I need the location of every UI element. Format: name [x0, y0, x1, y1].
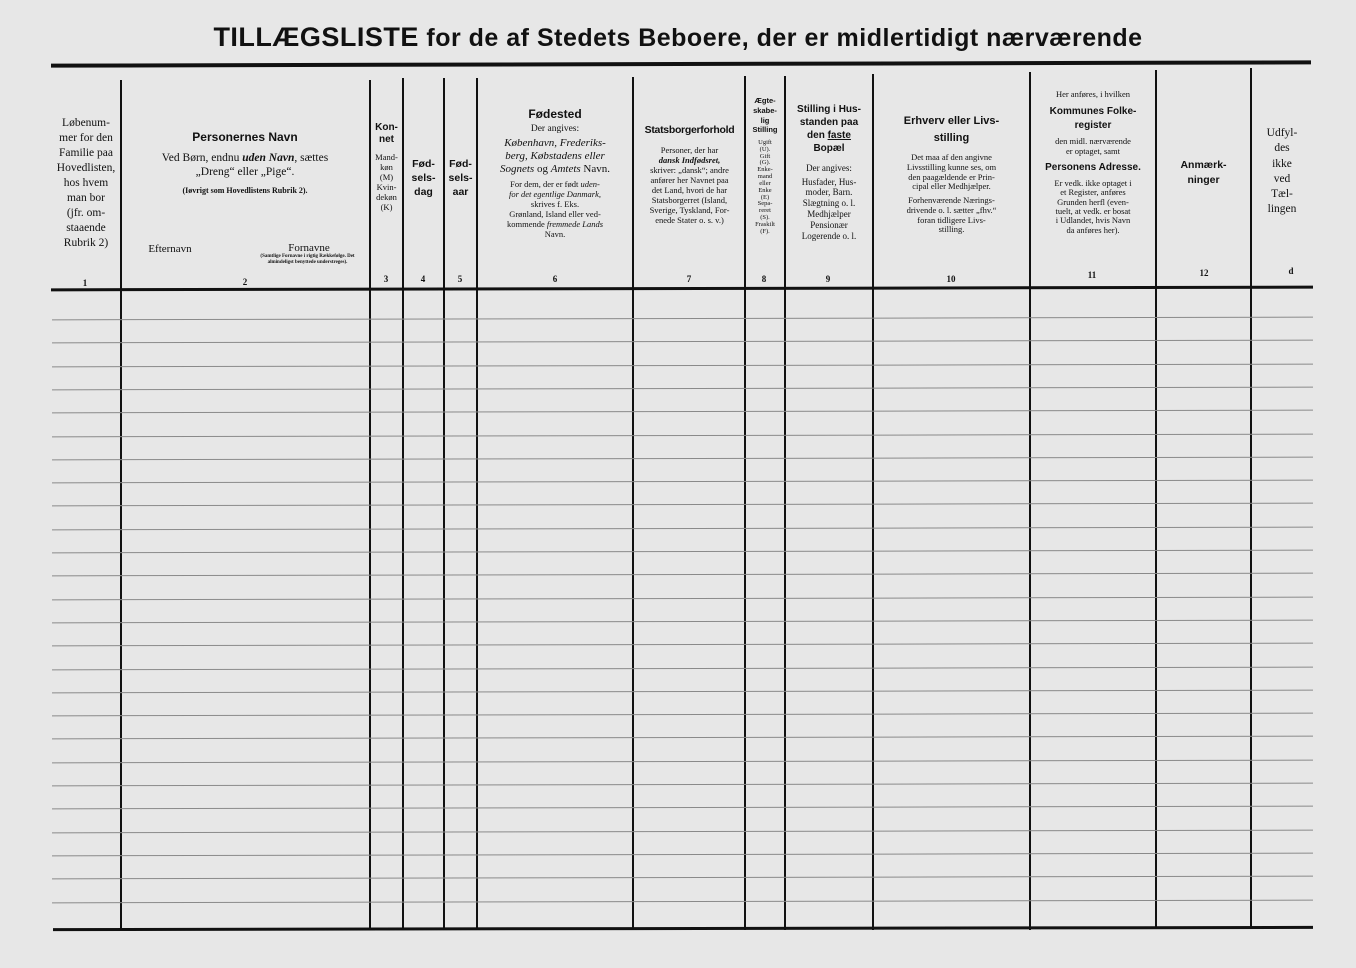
col5-heading: Fød- sels- aar — [448, 158, 473, 199]
col3-heading: Kon- net — [375, 122, 398, 145]
entry-row-line — [52, 457, 1313, 461]
col10-text-2: Forhenværende Nærings- drivende o. l. sætter „fhv.“ foran tidligere Livs- stilling. — [906, 195, 997, 235]
col7-heading: Statsborgerforhold — [644, 124, 735, 136]
entry-row-line — [52, 550, 1313, 554]
col2-fornavne: Fornavne — [288, 242, 330, 254]
entry-row-line — [52, 783, 1313, 787]
col11-heading-2: Personens Adresse. — [1045, 162, 1141, 174]
entry-row-line — [52, 876, 1313, 880]
entry-row-line — [52, 597, 1313, 601]
col12-header — [1157, 158, 1250, 187]
entry-row-line — [52, 434, 1313, 438]
col8-number: 8 — [761, 274, 767, 284]
entry-row-line — [52, 364, 1313, 368]
entry-row-line — [52, 317, 1313, 321]
entry-row-line — [52, 620, 1313, 624]
entry-row-line — [52, 387, 1313, 391]
col10-number: 10 — [946, 274, 956, 284]
col2-efternavn: Efternavn — [148, 243, 192, 255]
col2-fornavne-note: (Samtlige Fornavne i rigtig Rækkefølge. Det almindeligst benyttede understreges). — [260, 254, 355, 265]
entry-row-line — [52, 806, 1313, 810]
col2-line1: Ved Børn, endnu uden Navn, sættes — [161, 152, 329, 165]
bottom-rule — [53, 926, 1313, 931]
entry-row-line — [52, 713, 1313, 717]
entry-row-line — [52, 667, 1313, 671]
col6-number: 6 — [552, 274, 558, 284]
col11-heading: Kommunes Folke- register — [1049, 106, 1137, 131]
col7-number: 7 — [686, 274, 692, 284]
col3-text: Mand- køn (M) Kvin- dekøn (K) — [375, 151, 398, 212]
col2-number: 2 — [242, 277, 248, 287]
entry-row-line — [52, 527, 1313, 531]
top-rule — [51, 60, 1311, 67]
col6-place-text: København, Frederiks- berg, Købstadens eller Sognets og Amtets Navn. — [499, 137, 610, 176]
col12-number: 12 — [1199, 268, 1209, 278]
entry-row-line — [52, 573, 1313, 577]
col2-note: (Iøvrigt som Hovedlistens Rubrik 2). — [182, 186, 308, 196]
column-divider — [1155, 70, 1157, 928]
col6-heading: Fødested — [528, 107, 582, 121]
col5-header — [445, 157, 476, 200]
entry-row-line — [52, 410, 1313, 414]
col1-header: Løbenum- mer for den Familie paa Hovedlisten, hos hvem man bor (jfr. om- staaende Rubrik 2) — [56, 117, 116, 249]
col2-line2: „Dreng“ eller „Pige“. — [195, 165, 295, 178]
col10-heading: Erhverv eller Livs- stilling — [903, 115, 1000, 145]
entry-row-line — [52, 830, 1313, 834]
col10-text-1: Det maa af den angivne Livsstilling kunne ses, om den paagældende er Prin- cipal eller Medhjælper. — [906, 152, 997, 192]
col7-line-a: Personer, der har — [660, 145, 719, 156]
entry-row-line — [52, 643, 1313, 647]
col4-header — [404, 157, 443, 200]
col9-sub: Der angives: — [806, 163, 852, 173]
col-d-number: d — [1288, 266, 1294, 276]
col11-pre: Her anføres, i hvilken — [1055, 89, 1131, 99]
col11-number: 11 — [1087, 270, 1097, 280]
col3-header — [371, 122, 402, 212]
col5-number: 5 — [457, 274, 463, 284]
col6-header — [478, 107, 632, 239]
col11-mid: den midl. nærværende er optaget, samt — [1055, 136, 1131, 157]
col2-heading: Personernes Navn — [192, 130, 298, 144]
col8-heading: Ægte- skabe- lig Stilling — [752, 96, 778, 135]
col6-abroad-text: For dem, der er født uden- for det egentlige Danmark, skrives f. Eks. Grønland, Island eller ved- kommende fremmede Lands Navn. — [506, 179, 603, 240]
entry-row-line — [52, 503, 1313, 507]
col2-header — [122, 130, 368, 196]
entry-row-line — [52, 736, 1313, 740]
form-title-lead: TILLÆGSLISTE — [213, 22, 419, 52]
col1-number: 1 — [82, 278, 88, 288]
col4-heading: Fød- sels- dag — [411, 158, 436, 199]
col9-heading: Stilling i Hus- standen paa den faste Bopæl — [797, 104, 861, 154]
entry-row-line — [52, 480, 1313, 484]
entry-row-line — [52, 690, 1313, 694]
entry-row-line — [52, 853, 1313, 857]
col6-sub: Der angives: — [530, 124, 580, 135]
col7-header — [634, 124, 745, 226]
entry-row-line — [52, 340, 1313, 344]
form-title-rest: for de af Stedets Beboere, der er midlertidigt nærværende — [418, 24, 1143, 52]
col12-heading: Anmærk- ninger — [1180, 159, 1227, 186]
col7-line-it: dansk Indfødsret, — [658, 155, 721, 166]
col11-text: Er vedk. ikke optaget i et Register, anføres Grunden herfl (even- tuelt, at vedk. er bosat i Udlandet, hvis Navn da anføres her). — [1054, 177, 1132, 235]
col9-text: Husfader, Hus- moder, Barn. Slægtning o. l. Medhjælper Pensionær Logerende o. l. — [801, 176, 857, 241]
entry-row-line — [52, 760, 1313, 764]
entry-row-line — [52, 900, 1313, 904]
col11-header — [1031, 89, 1155, 235]
col-d-header: Udfyl- des ikke ved Tæl- lingen — [1266, 127, 1298, 216]
col10-header — [874, 113, 1029, 235]
col9-number: 9 — [825, 274, 831, 284]
col8-text: Ugift (U). Gift (G). Enke- mand eller Enke (E) Sepa- reret (S). Fraskilt (F). — [755, 139, 775, 235]
col7-text: skriver: „dansk“; andre anfører her Navnet paa det Land, hvori de har Statsborgerret (Island, Sverige, Tyskland, For- enede Stater o. s. v.) — [649, 165, 730, 226]
col4-number: 4 — [420, 274, 426, 284]
col8-header — [746, 96, 784, 235]
col3-number: 3 — [383, 274, 389, 284]
col9-header — [786, 103, 872, 241]
form-title — [0, 22, 1356, 53]
